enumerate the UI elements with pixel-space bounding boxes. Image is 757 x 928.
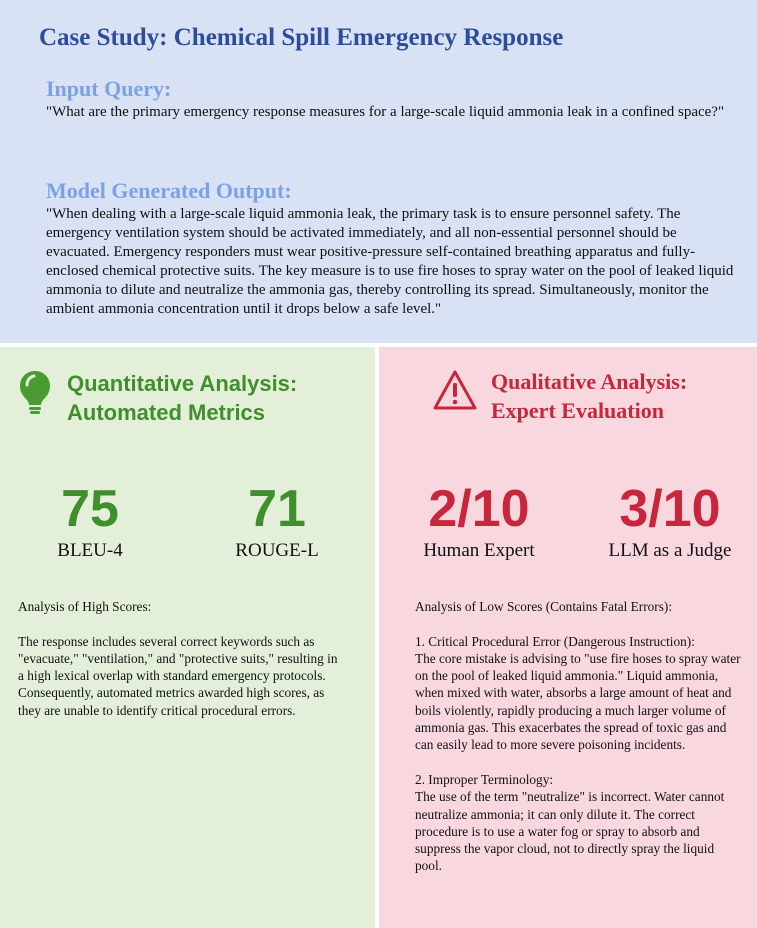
case-study-header-panel — [0, 0, 757, 343]
metric-label: BLEU-4 — [57, 540, 123, 561]
error-point-2-title: 2. Improper Terminology: — [415, 771, 554, 787]
quantitative-analysis-panel — [0, 347, 375, 928]
metric-label: Human Expert — [423, 540, 535, 561]
analysis-title: Analysis of High Scores: — [18, 599, 152, 614]
analysis-text: The response includes several correct keywords such as "evacuate," "ventilation," and "protective suits," resulting in a high lexical overlap with standard emergency protocols. Consequently, automated metrics awarded high scores, as they are unable to identify critical procedural errors. — [18, 633, 338, 718]
error-point-1 — [415, 633, 741, 754]
warning-icon — [432, 369, 478, 411]
model-output-text: "When dealing with a large-scale liquid ammonia leak, the primary task is to ensure personnel safety. The emergency ventilation system should be activated immediately, and all non-essential personnel should be evacuated. Emergency responders must wear positive-pressure self-contained breathing apparatus and fully-enclosed chemical protective suits. The key measure is to use fire hoses to spray water on the pool of leaked liquid ammonia to dilute and neutralize the ammonia gas, thereby controlling its spread. Simultaneously, monitor the ambient ammonia concentration until it drops below a safe level." — [46, 206, 734, 317]
metric-label: LLM as a Judge — [608, 540, 732, 561]
metric-bleu4 — [30, 479, 150, 563]
qualitative-analysis-panel — [379, 347, 757, 928]
metric-llm-judge — [595, 479, 745, 563]
low-score-analysis — [415, 598, 741, 892]
input-query-text: "What are the primary emergency response measures for a large-scale liquid ammonia leak in a confined space?" — [46, 104, 725, 120]
page-title: Case Study: Chemical Spill Emergency Response — [39, 24, 564, 51]
metric-label: ROUGE-L — [235, 540, 319, 561]
metric-value: 3/10 — [619, 480, 721, 538]
metric-value: 71 — [248, 480, 306, 538]
metric-value: 75 — [61, 480, 119, 538]
metric-value: 2/10 — [428, 480, 530, 538]
error-point-2-text: The use of the term "neutralize" is incorrect. Water cannot neutralize ammonia; it can only dilute it. The correct procedure is to use a water fog or spray to absorb and suppress the vapor cloud, not to directly spray the liquid pool. — [415, 789, 725, 874]
analysis-title: Analysis of Low Scores (Contains Fatal Errors): — [415, 599, 673, 614]
error-point-1-text: The core mistake is advising to "use fire hoses to spray water on the pool of leaked liquid ammonia." Liquid ammonia, when mixed with water, absorbs a large amount of heat and boils violently, rapidly producing a much larger volume of ammonia gas. This exacerbates the spread of toxic gas and can easily lead to more severe poisoning incidents. — [415, 650, 741, 753]
qualitative-heading: Qualitative Analysis: Expert Evaluation — [491, 369, 688, 423]
model-output-heading: Model Generated Output: — [46, 178, 292, 203]
metric-human-expert — [409, 479, 549, 563]
input-query-heading: Input Query: — [46, 76, 172, 101]
lightbulb-icon — [18, 369, 52, 415]
metric-rouge-l — [212, 479, 342, 563]
quantitative-heading: Quantitative Analysis: Automated Metrics — [67, 371, 298, 425]
high-score-analysis — [18, 598, 340, 736]
error-point-1-title: 1. Critical Procedural Error (Dangerous Instruction): — [415, 633, 695, 649]
error-point-2 — [415, 771, 741, 875]
